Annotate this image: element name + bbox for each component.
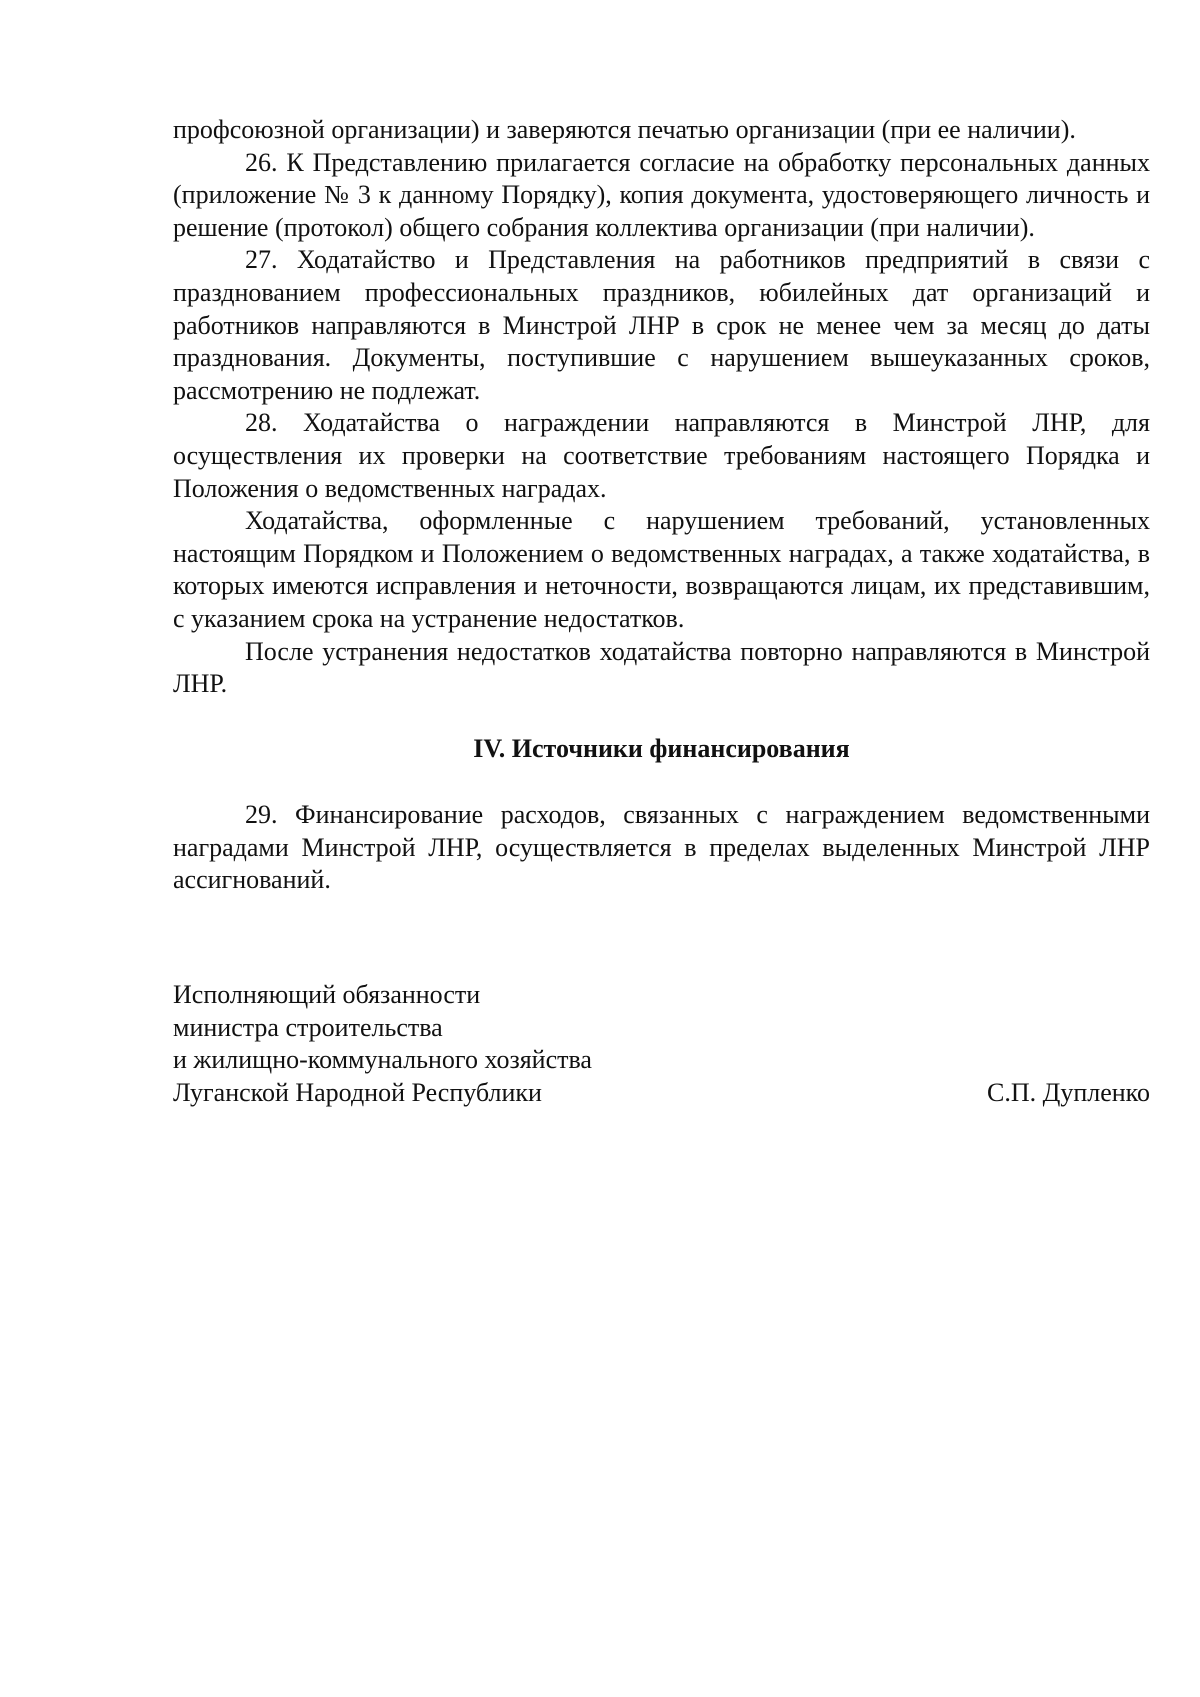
signer-position-line: Исполняющий обязанности bbox=[173, 980, 481, 1010]
spacer bbox=[173, 897, 1150, 979]
spacer bbox=[173, 765, 1150, 799]
paragraph-28: 28. Ходатайства о награждении направляются в Минстрой ЛНР, для осуществления их проверки на соответствие требованиям настоящего Порядка и Положения о ведомственных наградах. bbox=[173, 408, 1150, 503]
section-heading: IV. Источники финансирования bbox=[473, 733, 850, 763]
signer-name: С.П. Дупленко bbox=[986, 1077, 1150, 1107]
signer-position-line: министра строительства bbox=[173, 1012, 443, 1042]
paragraph-27: 27. Ходатайство и Представления на работников предприятий в связи с празднованием профессиональных праздников, юбилейных дат организаций и работников направляются в Минстрой ЛНР в срок не менее чем за месяц до даты празднования. Документы, поступившие с нарушением вышеуказанных сроков, рассмотрению не подлежат. bbox=[173, 245, 1150, 405]
signature-row bbox=[173, 1077, 1150, 1110]
paragraph-26: 26. К Представлению прилагается согласие на обработку персональных данных (приложение № 3 к данному Порядку), копия документа, удостоверяющего личность и решение (протокол) общего собрания коллектива организации (при наличии). bbox=[173, 147, 1150, 242]
paragraph-29: 29. Финансирование расходов, связанных с награждением ведомственными наградами Минстрой ЛНР, осуществляется в пределах выделенных Минстрой ЛНР ассигнований. bbox=[173, 800, 1150, 895]
paragraph-28-resubmission: После устранения недостатков ходатайства повторно направляются в Минстрой ЛНР. bbox=[173, 636, 1150, 699]
paragraph-continuation: профсоюзной организации) и заверяются печатью организации (при ее наличии). bbox=[173, 115, 1076, 144]
signer-position-line: и жилищно-коммунального хозяйства bbox=[173, 1045, 592, 1075]
spacer bbox=[173, 701, 1150, 733]
document-page bbox=[173, 114, 1150, 1109]
signature-block bbox=[173, 979, 1150, 1109]
signer-position-line: Луганской Народной Республики bbox=[173, 1077, 542, 1107]
paragraph-28-returned-petitions: Ходатайства, оформленные с нарушением требований, установленных настоящим Порядком и Положением о ведомственных наградах, а также ходатайства, в которых имеются исправления и неточности, возвращаются лицам, их представившим, с указанием срока на устранение недостатков. bbox=[173, 506, 1150, 633]
